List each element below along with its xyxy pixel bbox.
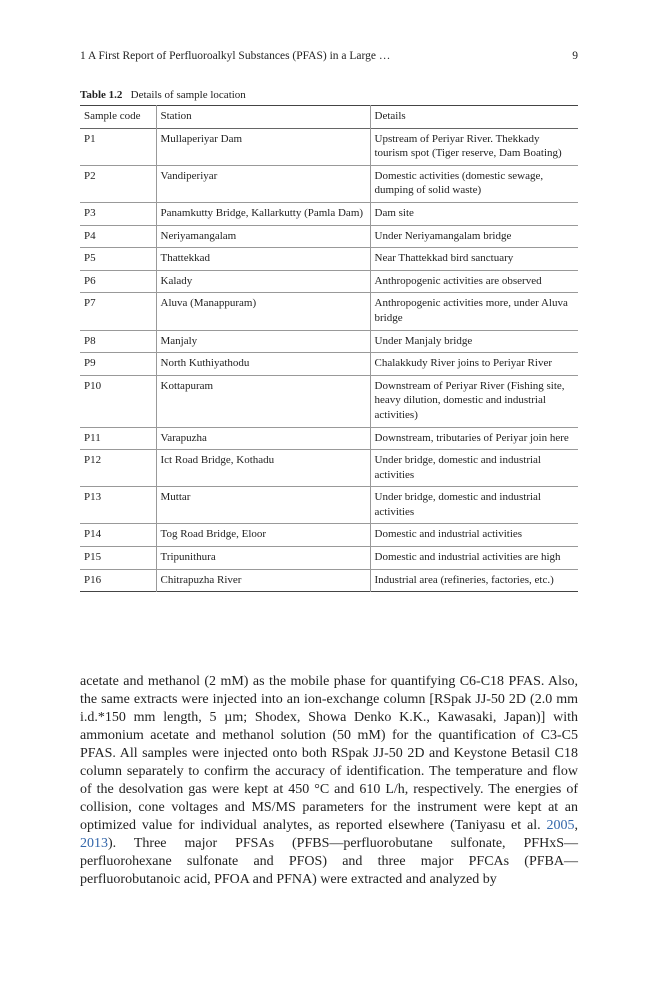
station-cell: Neriyamangalam bbox=[156, 225, 370, 248]
table-row bbox=[80, 128, 578, 165]
table-row bbox=[80, 375, 578, 427]
details-cell: Industrial area (refineries, factories, etc.) bbox=[370, 569, 578, 592]
sample-code-cell: P1 bbox=[84, 132, 96, 145]
station-cell: Kottapuram bbox=[156, 375, 370, 427]
details-cell: Anthropogenic activities more, under Aluva bridge bbox=[370, 293, 578, 330]
sample-code-cell: P13 bbox=[84, 491, 102, 504]
station-cell: Tog Road Bridge, Eloor bbox=[156, 524, 370, 547]
table-row bbox=[80, 270, 578, 293]
details-cell: Under Neriyamangalam bridge bbox=[370, 225, 578, 248]
sample-code-cell: P7 bbox=[84, 297, 96, 310]
details-cell: Dam site bbox=[370, 202, 578, 225]
details-cell: Downstream, tributaries of Periyar join here bbox=[370, 427, 578, 450]
body-text-part-2: ). Three major PFSAs (PFBS—perfluorobutane sulfonate, PFHxS—perfluorohexane sulfonate and PFOS) and three major PFCAs (PFBA—perfluorobutanoic acid, PFOA and PFNA) were extracted and analyzed by bbox=[80, 836, 578, 887]
citation-separator: , bbox=[574, 818, 578, 833]
table-body bbox=[80, 128, 578, 592]
header-sample-code: Sample code bbox=[84, 110, 141, 122]
sample-code-cell: P4 bbox=[84, 229, 96, 242]
table-caption bbox=[80, 89, 246, 101]
station-cell: Mullaperiyar Dam bbox=[156, 128, 370, 165]
details-cell: Anthropogenic activities are observed bbox=[370, 270, 578, 293]
page-number: 9 bbox=[572, 50, 578, 62]
details-cell: Domestic and industrial activities are high bbox=[370, 547, 578, 570]
table-row bbox=[80, 202, 578, 225]
station-cell: Thattekkad bbox=[156, 248, 370, 271]
details-cell: Domestic and industrial activities bbox=[370, 524, 578, 547]
station-cell: Manjaly bbox=[156, 330, 370, 353]
table-row bbox=[80, 330, 578, 353]
table-caption-text: Details of sample location bbox=[130, 89, 246, 101]
citation-link-2005[interactable]: 2005 bbox=[546, 818, 575, 833]
sample-code-cell: P8 bbox=[84, 334, 96, 347]
sample-code-cell: P9 bbox=[84, 357, 96, 370]
station-cell: Vandiperiyar bbox=[156, 165, 370, 202]
sample-code-cell: P10 bbox=[84, 379, 102, 392]
station-cell: Muttar bbox=[156, 487, 370, 524]
body-paragraph bbox=[80, 673, 578, 889]
sample-code-cell: P11 bbox=[84, 431, 101, 444]
details-cell: Downstream of Periyar River (Fishing site, heavy dilution, domestic and industrial activities) bbox=[370, 375, 578, 427]
details-cell: Under bridge, domestic and industrial activities bbox=[370, 450, 578, 487]
station-cell: Chitrapuzha River bbox=[156, 569, 370, 592]
station-cell: Aluva (Manappuram) bbox=[156, 293, 370, 330]
table-row bbox=[80, 524, 578, 547]
sample-code-cell: P12 bbox=[84, 454, 102, 467]
station-cell: Varapuzha bbox=[156, 427, 370, 450]
station-cell: Tripunithura bbox=[156, 547, 370, 570]
sample-code-cell: P6 bbox=[84, 274, 96, 287]
sample-code-cell: P15 bbox=[84, 551, 102, 564]
table-header-row bbox=[80, 106, 578, 129]
station-cell: Ict Road Bridge, Kothadu bbox=[156, 450, 370, 487]
sample-code-cell: P5 bbox=[84, 252, 96, 265]
details-cell: Domestic activities (domestic sewage, dumping of solid waste) bbox=[370, 165, 578, 202]
chapter-title: 1 A First Report of Perfluoroalkyl Substances (PFAS) in a Large … bbox=[80, 50, 391, 62]
table-row bbox=[80, 569, 578, 592]
citation-link-2013[interactable]: 2013 bbox=[80, 836, 108, 851]
station-cell: North Kuthiyathodu bbox=[156, 353, 370, 376]
table-row bbox=[80, 248, 578, 271]
running-head bbox=[80, 50, 578, 66]
details-cell: Under Manjaly bridge bbox=[370, 330, 578, 353]
header-station: Station bbox=[156, 106, 370, 129]
table-row bbox=[80, 165, 578, 202]
station-cell: Panamkutty Bridge, Kallarkutty (Pamla Dam) bbox=[156, 202, 370, 225]
details-cell: Under bridge, domestic and industrial activities bbox=[370, 487, 578, 524]
sample-location-table bbox=[80, 105, 578, 592]
table-caption-label: Table 1.2 bbox=[80, 89, 123, 101]
table-row bbox=[80, 547, 578, 570]
table-row bbox=[80, 293, 578, 330]
table-row bbox=[80, 450, 578, 487]
station-cell: Kalady bbox=[156, 270, 370, 293]
sample-code-cell: P3 bbox=[84, 206, 96, 219]
table-row bbox=[80, 427, 578, 450]
sample-code-cell: P16 bbox=[84, 573, 102, 586]
header-details: Details bbox=[370, 106, 578, 129]
table-row bbox=[80, 487, 578, 524]
sample-code-cell: P14 bbox=[84, 528, 102, 541]
sample-code-cell: P2 bbox=[84, 169, 96, 182]
details-cell: Upstream of Periyar River. Thekkady tourism spot (Tiger reserve, Dam Boating) bbox=[370, 128, 578, 165]
details-cell: Near Thattekkad bird sanctuary bbox=[370, 248, 578, 271]
body-text-part-1: acetate and methanol (2 mM) as the mobile phase for quantifying C6-C18 PFAS. Also, the same extracts were injected into an ion-exchange column [RSpak JJ-50 2D (2.0 mm i.d.*150 mm length, 5 µm; Shodex, Showa Denko K.K., Kawasaki, Japan)] with ammonium acetate and methanol solution (50 mM) for the quantification of C3-C5 PFAS. All samples were injected onto both RSpak JJ-50 2D and Keystone Betasil C18 column separately to confirm the accuracy of identification. The temperature and flow of the desolvation gas were kept at 450 °C and 610 L/h, respectively. The energies of collision, cone voltages and MS/MS parameters for the instrument were kept at an optimized value for individual analytes, as reported elsewhere (Taniyasu et al. bbox=[80, 674, 578, 833]
table-row bbox=[80, 225, 578, 248]
details-cell: Chalakkudy River joins to Periyar River bbox=[370, 353, 578, 376]
table-row bbox=[80, 353, 578, 376]
